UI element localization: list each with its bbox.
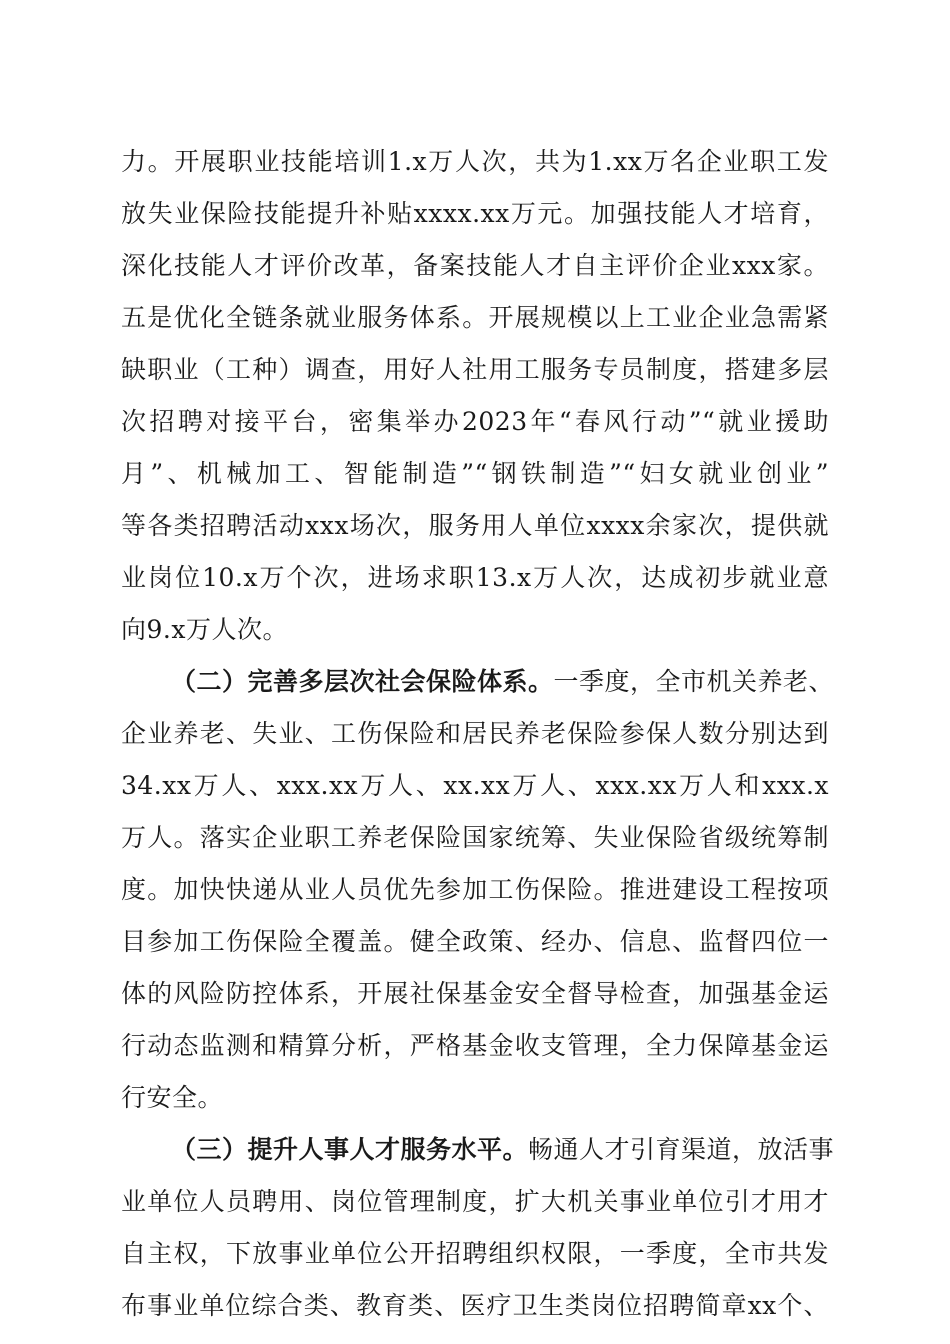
- section-2-first-line: [171, 662, 835, 702]
- text-line: 深化技能人才评价改革，备案技能人才自主评价企业xxx家。: [121, 251, 829, 280]
- section-3-heading: （三）提升人事人才服务水平。: [171, 1135, 529, 1164]
- text-line: 力。开展职业技能培训1.x万人次，共为1.xx万名企业职工发: [121, 147, 829, 176]
- text-line: 向9.x万人次。: [121, 615, 288, 644]
- section-2-first-line-text: 一季度，全市机关养老、: [553, 667, 835, 696]
- section-2-heading: （二）完善多层次社会保险体系。: [171, 667, 554, 696]
- text-line: 等各类招聘活动xxx场次，服务用人单位xxxx余家次，提供就: [121, 511, 829, 540]
- text-line: 放失业保险技能提升补贴xxxx.xx万元。加强技能人才培育，: [121, 199, 829, 228]
- text-line: 企业养老、失业、工伤保险和居民养老保险参保人数分别达到: [121, 719, 829, 748]
- text-line: 行动态监测和精算分析，严格基金收支管理，全力保障基金运: [121, 1031, 829, 1060]
- text-line: 业岗位10.x万个次，进场求职13.x万人次，达成初步就业意: [121, 563, 829, 592]
- text-line: 次招聘对接平台，密集举办2023年“春风行动”“就业援助: [121, 407, 829, 436]
- text-line: 五是优化全链条就业服务体系。开展规模以上工业企业急需紧: [121, 303, 829, 332]
- text-line: 行安全。: [121, 1083, 224, 1112]
- text-line: 体的风险防控体系，开展社保基金安全督导检查，加强基金运: [121, 979, 829, 1008]
- section-3-first-line-text: 畅通人才引育渠道，放活事: [528, 1135, 835, 1164]
- text-line: 目参加工伤保险全覆盖。健全政策、经办、信息、监督四位一: [121, 927, 829, 956]
- text-line: 万人。落实企业职工养老保险国家统筹、失业保险省级统筹制: [121, 823, 829, 852]
- text-line: 34.xx万人、xxx.xx万人、xx.xx万人、xxx.xx万人和xxx.x: [121, 771, 829, 800]
- text-line: 月”、机械加工、智能制造”“钢铁制造”“妇女就业创业”: [121, 459, 829, 488]
- section-3-first-line: [171, 1130, 835, 1170]
- text-line: 缺职业（工种）调查，用好人社用工服务专员制度，搭建多层: [121, 355, 829, 384]
- text-line: 布事业单位综合类、教育类、医疗卫生类岗位招聘简章xx个、: [121, 1291, 829, 1320]
- text-line: 业单位人员聘用、岗位管理制度，扩大机关事业单位引才用才: [121, 1187, 829, 1216]
- text-line: 度。加快快递从业人员优先参加工伤保险。推进建设工程按项: [121, 875, 829, 904]
- text-line: 自主权，下放事业单位公开招聘组织权限，一季度，全市共发: [121, 1239, 829, 1268]
